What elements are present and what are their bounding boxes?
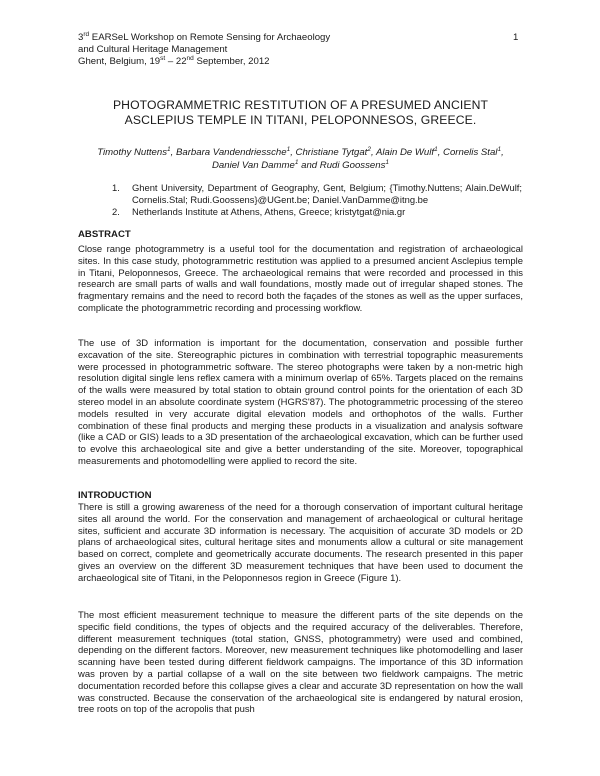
introduction-paragraph-1: There is still a growing awareness of the need for a thorough conservation of important cultural heritage sites all around the world. For the conservation and management of archaeological or cultural heritage sites, sufficient and accurate 3D information is necessary. The acquisition of accurate 3D models or 2D plans of archaeological sites, cultural heritage sites and monuments allow a cultural or site management based on correct, complete and geometrically accurate documents. The research presented in this paper gives an overview on the different 3D measurement techniques that have been used to document the archaeological site of Titani, in the Peloponnesos region in Greece (Figure 1).	[78, 502, 523, 584]
introduction-heading: INTRODUCTION	[78, 490, 152, 501]
introduction-paragraph-2: The most efficient measurement technique to measure the different parts of the site depends on the specific field conditions, the types of objects and the required accuracy of the deliverables. Therefore, different measurement techniques (total station, GNSS, photogrammetry) were used and combined, depending on the different factors. Moreover, new measurement techniques like photomodelling and laser scanning have been tested during different fieldwork campaigns. The importance of this 3D information was proven by a partial collapse of a wall on the site between two fieldwork campaigns. The metric documentation recorded before this collapse gives a clear and accurate 3D representation on how the wall was constructed. Because the conservation of the archaeological site is endangered by natural erosion, tree roots on top of the acropolis that push	[78, 610, 523, 716]
author: Timothy Nuttens$^1$,	[97, 145, 176, 158]
affiliation-number: 1.	[112, 182, 120, 193]
header-line-3: Ghent, Belgium, 19st – 22nd September, 2012	[78, 54, 270, 67]
header-line-2: and Cultural Heritage Management	[78, 44, 228, 55]
author: Rudi Goossens$^1$	[319, 158, 389, 171]
title-line-2: ASCLEPIUS TEMPLE IN TITANI, PELOPONNESOS, GREECE.	[124, 113, 477, 127]
header-line-1: 3rd EARSeL Workshop on Remote Sensing for Archaeology	[78, 30, 331, 43]
page-number: 1	[513, 32, 519, 43]
paper-title	[78, 98, 523, 128]
affiliation-text: Netherlands Institute at Athens, Athens, Greece; kristytgat@nia.gr	[132, 206, 406, 217]
abstract-heading: ABSTRACT	[78, 229, 131, 240]
author: Barbara Vandendriessche$^1$,	[175, 145, 296, 158]
author: Christiane Tytgat$^2$,	[295, 145, 376, 158]
affiliation-text: Ghent University, Department of Geography, Gent, Belgium; {Timothy.Nuttens; Alain.DeWulf; Cornelis.Stal; Rudi.Goossens}@UGent.be; Daniel.VanDamme@itng.be	[132, 182, 522, 205]
abstract-paragraph-2: The use of 3D information is important for the documentation, conservation and possible further excavation of the site. Stereographic pictures in combination with terrestrial topographic measurements were processed in photogrammetric software. The stereo photographs were taken by a non-metric high resolution digital single lens reflex camera with a minimum overlap of 65%. Targets placed on the remains of the walls were measured by total station to obtain ground control points for the orientation of each 3D stereo model in an absolute coordinate system (HGRS'87). The photogrammetric processing of the stereo models resulted in very accurate digital elevation models and orthophotos of the walls. Further combination of these final products and merging these products in a visualization and analysis software (like a CAD or GIS) leads to a 3D presentation of the archaeological excavation, which can be further used to evolve this archaeological site and give a better understanding of the site. Moreover, topographical measurements and photomodelling were applied to record the site.	[78, 338, 523, 467]
affiliation-item	[112, 206, 522, 218]
affiliation-list	[112, 182, 522, 218]
author: Daniel Van Damme$^1$ and	[211, 158, 320, 171]
author: Cornelis Stal$^1$,	[443, 145, 504, 158]
affiliation-item	[112, 182, 522, 206]
abstract-paragraph-1: Close range photogrammetry is a useful tool for the documentation and registration of archaeological sites. In this case study, photogrammetric restitution was applied to a presumed ancient Asclepius temple in Titani, Peloponnesos, Greece. The archaeological remains that were recorded and processed in this research are small parts of walls and wall foundations, mostly made out of irregular shaped stones. The fragmentary remains and the need to record both the façades of the stones as well as the upper surfaces, complicate the photogrammetric recording and processing workflow.	[78, 244, 523, 314]
author: Alain De Wulf$^1$,	[375, 145, 444, 158]
running-header	[78, 32, 528, 68]
affiliation-number: 2.	[112, 206, 120, 217]
author-list	[78, 146, 523, 172]
title-line-1: PHOTOGRAMMETRIC RESTITUTION OF A PRESUMED ANCIENT	[112, 98, 489, 112]
